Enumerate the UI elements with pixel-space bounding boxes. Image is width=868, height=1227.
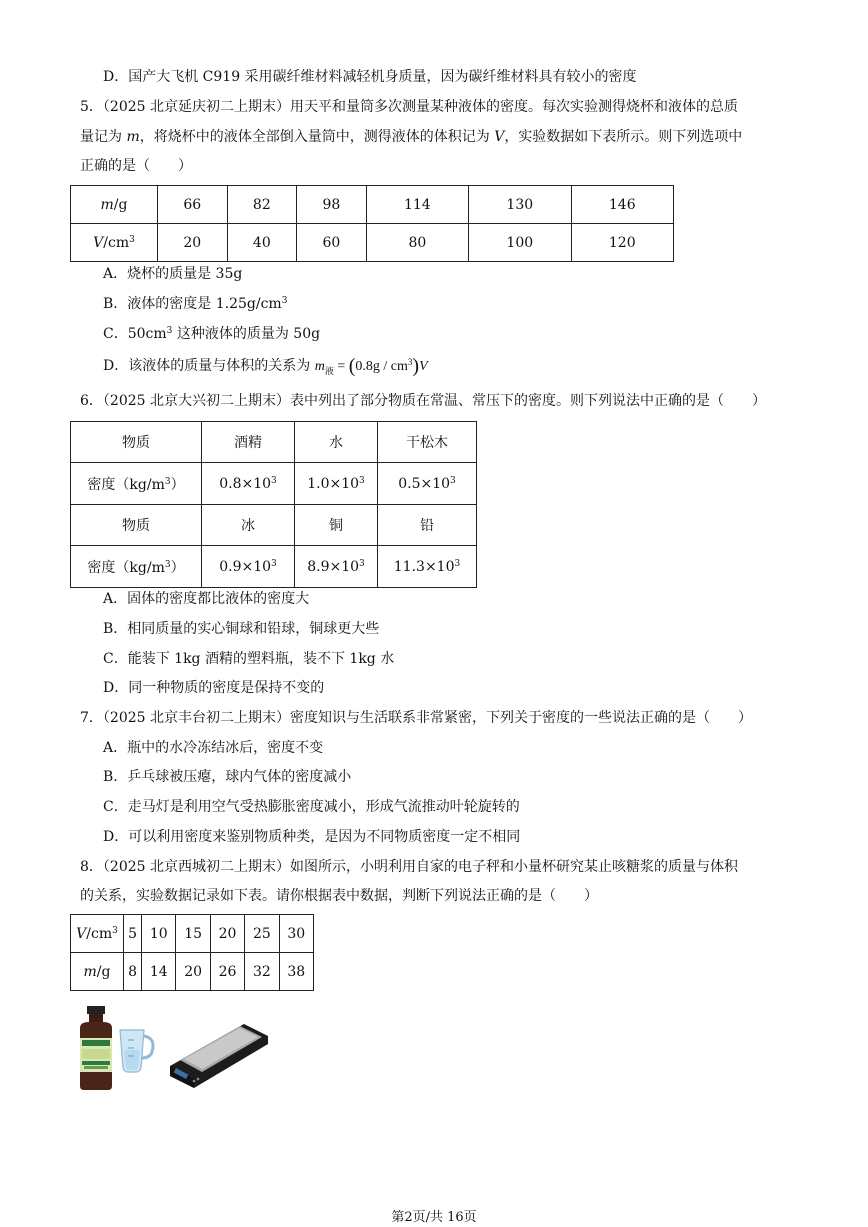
q5-stem-line2: 量记为 m，将烧杯中的液体全部倒入量筒中，测得液体的体积记为 V，实验数据如下表所示。则下列选项中: [80, 129, 743, 145]
table-row: [71, 463, 477, 505]
option-d-prev: D．国产大飞机 C919 采用碳纤维材料减轻机身质量，因为碳纤维材料具有较小的密度: [103, 69, 637, 85]
table-cell: 38: [279, 953, 313, 991]
q7-option-a: A．瓶中的水冷冻结冰后，密度不变: [103, 740, 324, 756]
table-cell: 10: [142, 915, 176, 953]
q7-option-b: B．乒乓球被压瘪，球内气体的密度减小: [103, 769, 352, 785]
q5-row-mass-header: m/g: [71, 186, 158, 224]
q8-illustration: [72, 996, 272, 1096]
q8-stem-line2: 的关系，实验数据记录如下表。请你根据表中数据，判断下列说法正确的是（ ）: [80, 888, 598, 904]
table-cell: 146: [571, 186, 673, 224]
q8-row-volume-header: $V/cm^3$: [71, 915, 124, 953]
table-cell: 98: [297, 186, 367, 224]
table-cell: 铅: [378, 505, 477, 546]
table-cell: $0.9\times 10^3$: [202, 546, 295, 588]
q5-row-volume-header: $V/cm^3$: [71, 224, 158, 262]
q5-option-b: B．液体的密度是 $1.25g/cm^3$: [103, 296, 288, 312]
table-cell: 30: [279, 915, 313, 953]
q5-row-mass: [71, 186, 674, 224]
table-cell: 80: [366, 224, 468, 262]
table-cell: $11.3\times 10^3$: [378, 546, 477, 588]
table-cell: 14: [142, 953, 176, 991]
q5-option-c: C．$50cm^3$ 这种液体的质量为 50g: [103, 326, 321, 342]
table-cell: 密度$(kg/m^3)$: [71, 463, 202, 505]
table-cell: 8: [124, 953, 142, 991]
table-row: [71, 505, 477, 546]
table-cell: 114: [366, 186, 468, 224]
q8-stem-line1: 8．（2025 北京西城初二上期末）如图所示，小明利用自家的电子秤和小量杯研究某止咳糖浆的质量与体积: [80, 859, 738, 875]
table-cell: 20: [158, 224, 228, 262]
table-row: [71, 546, 477, 588]
table-cell: 冰: [202, 505, 295, 546]
q5-option-d: D．该液体的质量与体积的关系为 $m_液 = (0.8g / cm^3)V$: [103, 355, 428, 377]
table-cell: 26: [210, 953, 244, 991]
table-cell: 66: [158, 186, 228, 224]
q5-row-volume: [71, 224, 674, 262]
table-cell: 酒精: [202, 422, 295, 463]
q7-option-d: D．可以利用密度来鉴别物质种类，是因为不同物质密度一定不相同: [103, 829, 521, 845]
q5-stem-line1: 5．（2025 北京延庆初二上期末）用天平和量筒多次测量某种液体的密度。每次实验测得烧杯和液体的总质: [80, 99, 738, 115]
measuring-cup-icon: [120, 1030, 153, 1072]
q6-option-d: D．同一种物质的密度是保持不变的: [103, 680, 325, 696]
table-cell: 铜: [295, 505, 378, 546]
q5-data-table: [70, 185, 674, 262]
table-row: [71, 422, 477, 463]
electronic-scale-icon: [170, 1024, 268, 1088]
table-cell: 物质: [71, 505, 202, 546]
q5-stem-line3: 正确的是（ ）: [80, 158, 192, 174]
table-cell: 32: [245, 953, 279, 991]
table-cell: 干松木: [378, 422, 477, 463]
q5-formula: $m_液 = (0.8g / cm^3)V$: [314, 355, 428, 377]
q6-option-a: A．固体的密度都比液体的密度大: [103, 591, 310, 607]
table-cell: 40: [227, 224, 297, 262]
syrup-bottle-icon: [80, 1006, 112, 1090]
table-cell: 60: [297, 224, 367, 262]
table-cell: 密度$(kg/m^3)$: [71, 546, 202, 588]
table-cell: 82: [227, 186, 297, 224]
table-cell: 100: [469, 224, 571, 262]
q6-option-c: C．能装下 1kg 酒精的塑料瓶，装不下 1kg 水: [103, 651, 395, 667]
table-cell: $0.5\times 10^3$: [378, 463, 477, 505]
table-cell: 120: [571, 224, 673, 262]
page-footer: 第2页/共 16页: [391, 1210, 477, 1225]
table-cell: $8.9\times 10^3$: [295, 546, 378, 588]
q7-option-c: C．走马灯是利用空气受热膨胀密度减小，形成气流推动叶轮旋转的: [103, 799, 520, 815]
table-cell: 130: [469, 186, 571, 224]
table-cell: 15: [176, 915, 210, 953]
table-cell: 20: [210, 915, 244, 953]
q6-density-table: [70, 421, 477, 588]
q8-data-table: [70, 914, 314, 991]
table-cell: $0.8\times 10^3$: [202, 463, 295, 505]
q8-row-mass-header: m/g: [71, 953, 124, 991]
table-cell: 20: [176, 953, 210, 991]
q8-row-volume: [71, 915, 314, 953]
table-cell: 5: [124, 915, 142, 953]
table-cell: 水: [295, 422, 378, 463]
q7-stem: 7．（2025 北京丰台初二上期末）密度知识与生活联系非常紧密，下列关于密度的一些说法正确的是（ ）: [80, 710, 752, 726]
q8-row-mass: [71, 953, 314, 991]
table-cell: 25: [245, 915, 279, 953]
q6-stem: 6．（2025 北京大兴初二上期末）表中列出了部分物质在常温、常压下的密度。则下列说法中正确的是（ ）: [80, 393, 766, 409]
q6-option-b: B．相同质量的实心铜球和铅球，铜球更大些: [103, 621, 380, 637]
q5-option-a: A．烧杯的质量是 35g: [103, 266, 243, 282]
table-cell: 物质: [71, 422, 202, 463]
table-cell: $1.0\times 10^3$: [295, 463, 378, 505]
